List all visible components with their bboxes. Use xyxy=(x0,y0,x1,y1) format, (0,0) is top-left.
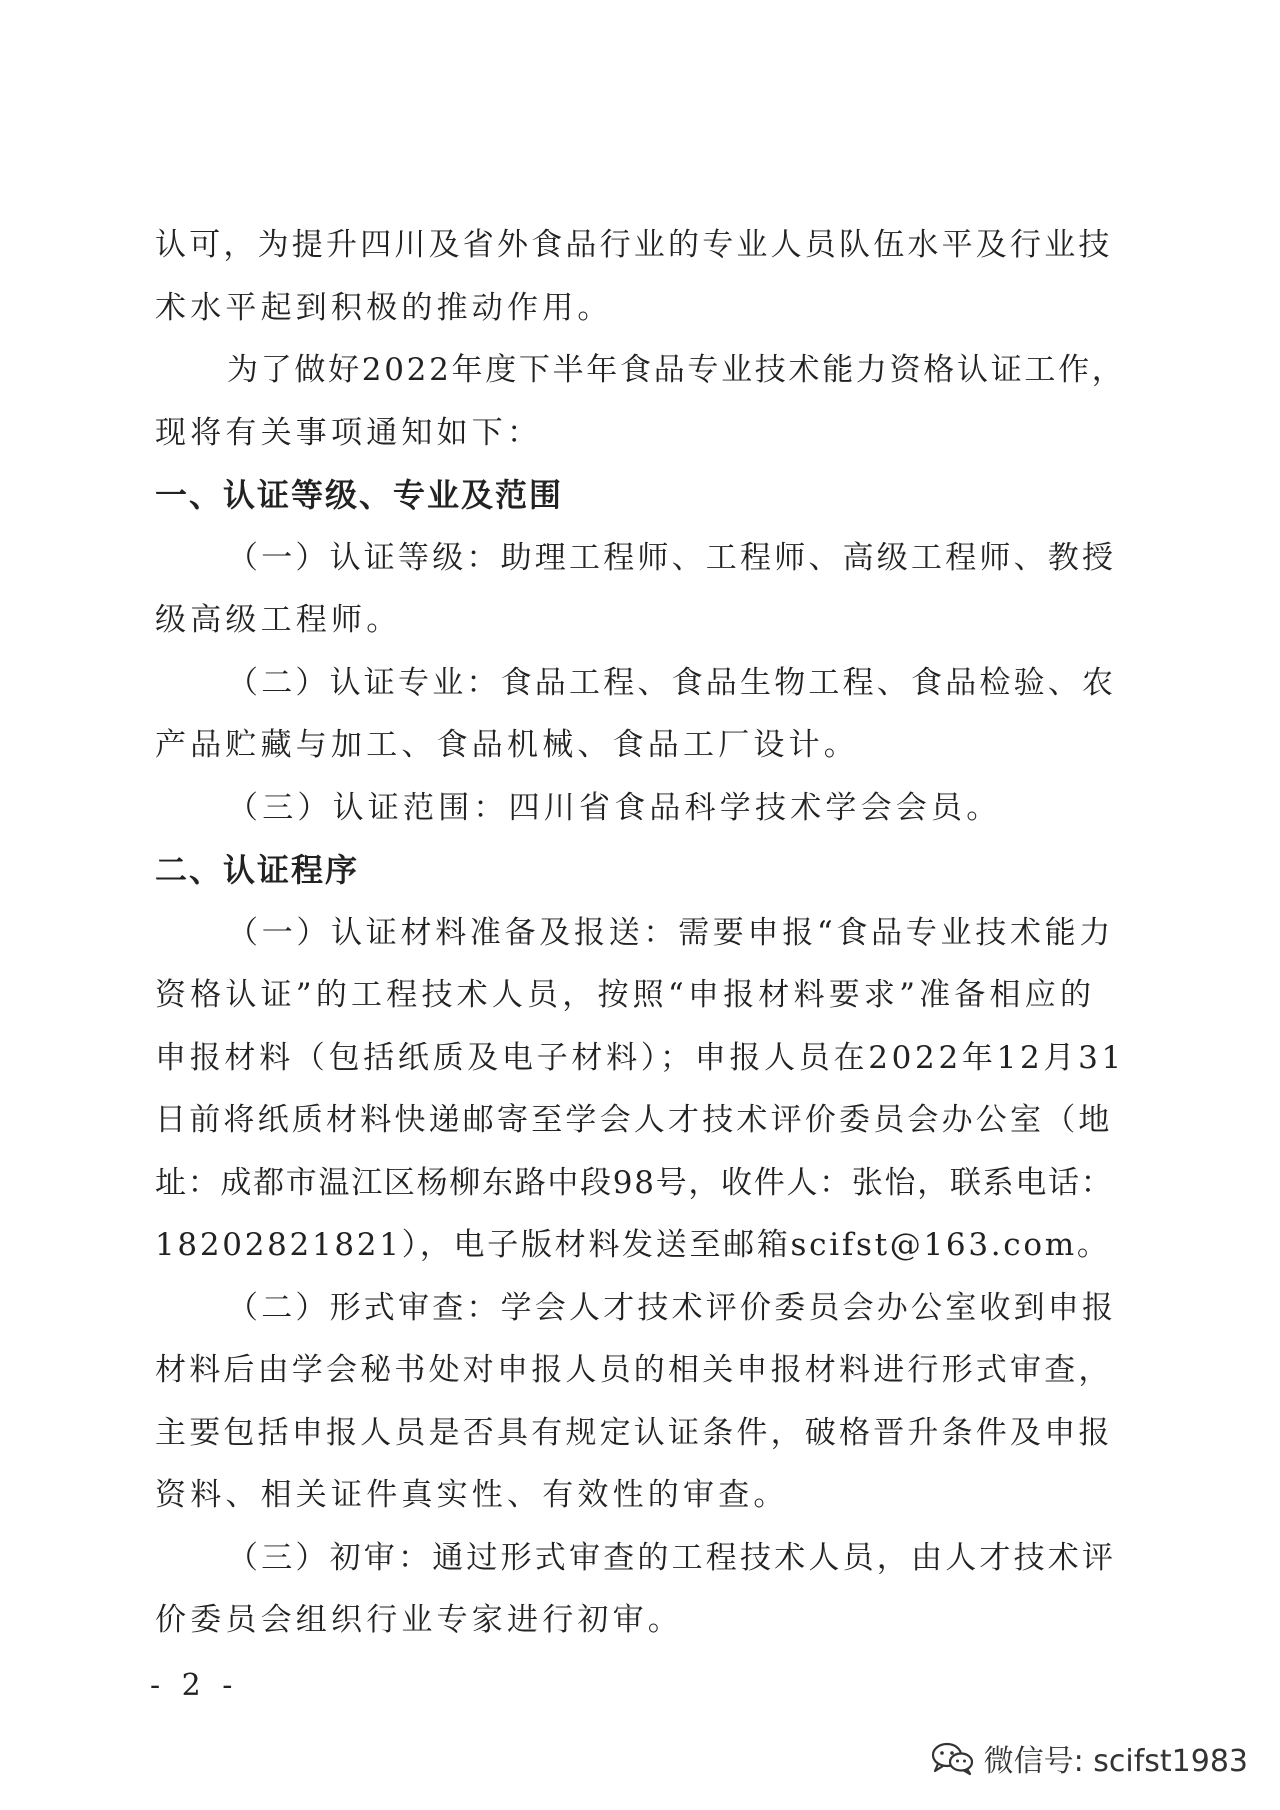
text-line: 资格认证”的工程技术人员，按照“申报材料要求”准备相应的 xyxy=(155,977,1096,1013)
text-line: 现将有关事项通知如下： xyxy=(155,414,543,451)
page-number: - 2 - xyxy=(150,1668,239,1703)
text-line: （二）认证专业：食品工程、食品生物工程、食品检验、农 xyxy=(227,664,1117,701)
text-line: 产品贮藏与加工、食品机械、食品工厂设计。 xyxy=(155,727,859,763)
text-line: （二）形式审查：学会人才技术评价委员会办公室收到申报 xyxy=(227,1289,1117,1326)
section-heading: 一、认证等级、专业及范围 xyxy=(155,476,564,514)
text-line: 认可，为提升四川及省外食品行业的专业人员队伍水平及行业技 xyxy=(155,227,1113,263)
text-line: 申报材料（包括纸质及电子材料）；申报人员在2022年12月31 xyxy=(155,1039,1125,1076)
text-line: 价委员会组织行业专家进行初审。 xyxy=(155,1602,683,1638)
wechat-watermark xyxy=(930,1736,1248,1780)
text-line: 址：成都市温江区杨柳东路中段98号，收件人：张怡，联系电话： xyxy=(155,1164,1114,1201)
text-line: （三）初审：通过形式审查的工程技术人员，由人才技术评 xyxy=(227,1539,1117,1576)
text-line: 日前将纸质材料快递邮寄至学会人才技术评价委员会办公室（地 xyxy=(155,1102,1113,1138)
text-line: 18202821821），电子版材料发送至邮箱scifst@163.com。 xyxy=(155,1227,1111,1263)
text-line: 术水平起到积极的推动作用。 xyxy=(155,289,613,326)
section-heading: 二、认证程序 xyxy=(155,851,360,889)
text-line: 主要包括申报人员是否具有规定认证条件，破格晋升条件及申报 xyxy=(155,1414,1113,1451)
wechat-icon xyxy=(930,1740,976,1776)
text-line: 为了做好2022年度下半年食品专业技术能力资格认证工作， xyxy=(227,352,1126,388)
text-line: 材料后由学会秘书处对申报人员的相关申报材料进行形式审查， xyxy=(155,1352,1113,1388)
document-body xyxy=(155,214,1125,1652)
text-line: 级高级工程师。 xyxy=(155,602,402,638)
text-line: 资料、相关证件真实性、有效性的审查。 xyxy=(155,1477,789,1513)
text-line: （一）认证材料准备及报送：需要申报“食品专业技术能力 xyxy=(227,914,1115,951)
wechat-id-text: 微信号: scifst1983 xyxy=(983,1744,1248,1779)
text-line: （一）认证等级：助理工程师、工程师、高级工程师、教授 xyxy=(227,539,1117,576)
text-line: （三）认证范围：四川省食品科学技术学会会员。 xyxy=(227,789,1002,826)
